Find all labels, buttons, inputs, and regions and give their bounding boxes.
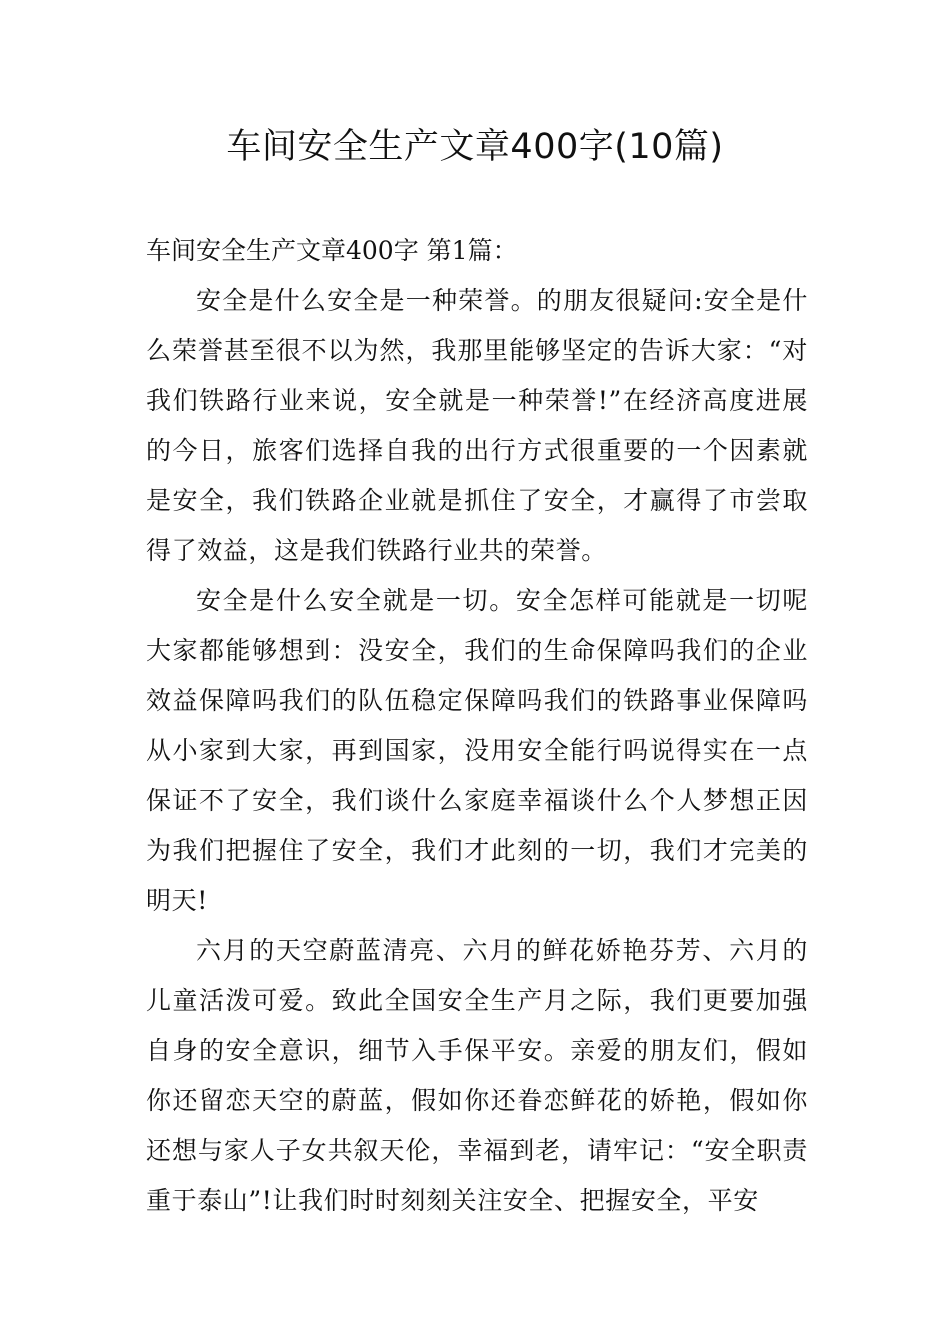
document-title: 车间安全生产文章400字(10篇) (226, 127, 724, 167)
section-subheading: 车间安全生产文章400字 第1篇： (146, 236, 518, 265)
paragraph-1: 安全是什么安全是一种荣誉。的朋友很疑问:安全是什么荣誉甚至很不以为然，我那里能够坚定的告诉大家：“对我们铁路行业来说，安全就是一种荣誉!”在经济高度进展的今日，旅客们选择自我的出行方式很重要的一个因素就是安全，我们铁路企业就是抓住了安全，才赢得了市尝取得了效益，这是我们铁路行业共的荣誉。 (146, 286, 808, 565)
paragraph-2: 安全是什么安全就是一切。安全怎样可能就是一切呢大家都能够想到：没安全，我们的生命保障吗我们的企业效益保障吗我们的队伍稳定保障吗我们的铁路事业保障吗从小家到大家，再到国家，没用安全能行吗说得实在一点保证不了安全，我们谈什么家庭幸福谈什么个人梦想正因为我们把握住了安全，我们才此刻的一切，我们才完美的明天! (146, 586, 808, 915)
document-body (146, 226, 808, 1226)
paragraph-3: 六月的天空蔚蓝清亮、六月的鲜花娇艳芬芳、六月的儿童活泼可爱。致此全国安全生产月之际，我们更要加强自身的安全意识，细节入手保平安。亲爱的朋友们，假如你还留恋天空的蔚蓝，假如你还眷恋鲜花的娇艳，假如你还想与家人子女共叙天伦，幸福到老，请牢记：“安全职责重于泰山”!让我们时时刻刻关注安全、把握安全，平安 (146, 936, 808, 1215)
